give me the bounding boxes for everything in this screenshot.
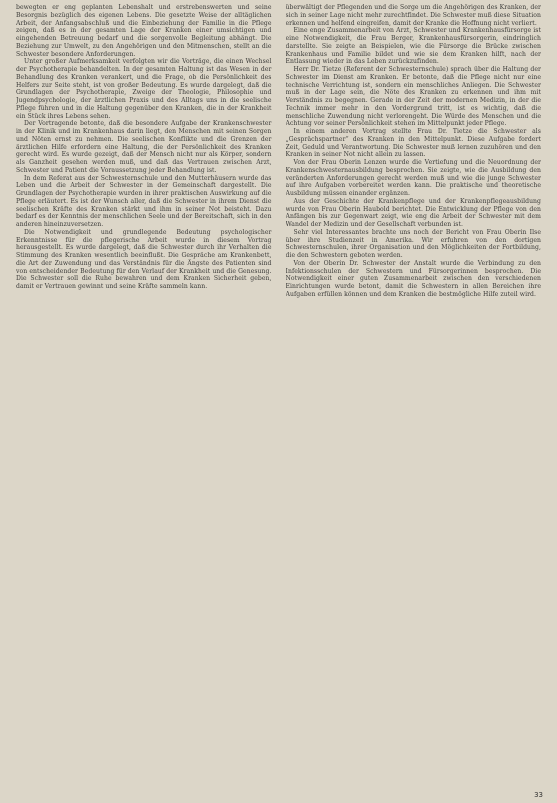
paragraph: Die Notwendigkeit und grundlegende Bedeutung psychologischer Erkenntnisse für die pflegerische Arbeit wurde in diesem Vortrag herausgestellt. Es wurde dargelegt, daß die Schwester durch ihr Verhalten die Stimmung des Kranken wesentlich beeinflußt. Die Gespräche am Krankenbett, die Art der Zuwendung und das Verständnis für die Ängste des Patienten sind von entscheidender Bedeutung für den Verlauf der Krankheit und die Genesung. Die Schwester soll die Ruhe bewahren und dem Kranken Sicherheit geben, damit er Vertrauen gewinnt und seine Kräfte sammeln kann. [16, 228, 272, 290]
two-column-text [16, 4, 541, 789]
paragraph: Von der Frau Oberin Lenzen wurde die Vertiefung und die Neuordnung der Krankenschwesternausbildung besprochen. Sie zeigte, wie die Ausbildung den veränderten Anforderungen gerecht werden muß und wie die junge Schwester auf ihre Aufgaben vorbereitet werden kann. Die praktische und theoretische Ausbildung müssen einander ergänzen. [285, 159, 541, 197]
paragraph: Herr Dr. Tietze (Referent der Schwesternschule) sprach über die Haltung der Schwester im Dienst am Kranken. Er betonte, daß die Pflege nicht nur eine technische Verrichtung ist, sondern ein menschliches Anliegen. Die Schwester muß in der Lage sein, die Nöte des Kranken zu erkennen und ihm mit Verständnis zu begegnen. Gerade in der Zeit der modernen Medizin, in der die Technik immer mehr in den Vordergrund tritt, ist es wichtig, daß die menschliche Zuwendung nicht verlorengeht. Die Würde des Menschen und die Achtung vor seiner Persönlichkeit stehen im Mittelpunkt jeder Pflege. [285, 66, 541, 128]
paragraph: Eine enge Zusammenarbeit von Arzt, Schwester und Krankenhausfürsorge ist eine Notwendigkeit, die Frau Berger, Krankenhausfürsorgerin, eindringlich darstellte. Sie zeigte an Beispielen, wie die Fürsorge die Brücke zwischen Krankenhaus und Familie bildet und wie sie dem Kranken hilft, nach der Entlassung wieder in das Leben zurückzufinden. [285, 27, 541, 66]
right-column [286, 4, 542, 789]
paragraph: bewegten er eng geplanten Lebenshalt und erstrebenswerten und seine Besorgnis bezüglich des eigenen Lebens. Die gesetzte Weise der alltäglichen Arbeit, der Anfangsabschluß und die Einbeziehung der Familie in die Pflege zeigen, daß es in der gesamten Lage der Kranken einer umsichtigen und eingehenden Betreuung bedarf und die sorgenvolle Begleitung abhängt. Die Beziehung zur Umwelt, zu den Angehörigen und den Mitmenschen, stellt an die Schwester besondere Anforderungen. [16, 4, 272, 58]
paragraph: Aus der Geschichte der Krankenpflege und der Krankenpflegeausbildung wurde von Frau Oberin Haubold berichtet. Die Entwicklung der Pflege von den Anfängen bis zur Gegenwart zeigt, wie eng die Arbeit der Schwester mit dem Wandel der Medizin und der Gesellschaft verbunden ist. [285, 197, 541, 228]
paragraph: überwältigt der Pflegenden und die Sorge um die Angehörigen des Kranken, der sich in seiner Lage nicht mehr zurechtfindet. Die Schwester muß diese Situation erkennen und helfend eingreifen, damit der Kranke die Hoffnung nicht verliert. [285, 4, 541, 27]
paragraph: Unter großer Aufmerksamkeit verfolgten wir die Vorträge, die einen Wechsel der Psychotherapie behandelten. In der gesamten Haltung ist das Wesen in der Behandlung des Kranken verankert, und die Frage, ob die Persönlichkeit des Helfers zur Seite steht, ist von großer Bedeutung. Es wurde dargelegt, daß die Grundlagen der Psychotherapie, Zweige der Theologie, Philosophie und Jugendpsychologie, der ärztlichen Praxis und des Alltags uns in die seelische Pflege führen und in die Haltung gegenüber den Kranken, die in der Krankheit ein Stück ihres Lebens sehen. [16, 58, 272, 120]
paragraph: Der Vortragende betonte, daß die besondere Aufgabe der Krankenschwester in der Klinik und im Krankenhaus darin liegt, den Menschen mit seinen Sorgen und Nöten ernst zu nehmen. Die seelischen Konflikte und die Grenzen der ärztlichen Hilfe erfordern eine Haltung, die der Persönlichkeit des Kranken gerecht wird. Es wurde gezeigt, daß der Mensch nicht nur als Körper, sondern als Ganzheit gesehen werden muß, und daß das Vertrauen zwischen Arzt, Schwester und Patient die Voraussetzung jeder Behandlung ist. [16, 120, 272, 174]
page-number: 33 [534, 791, 543, 799]
paragraph: In dem Referat aus der Schwesternschule und den Mutterhäusern wurde das Leben und die Arbeit der Schwester in der Gemeinschaft dargestellt. Die Grundlagen der Psychotherapie wurden in ihrer praktischen Auswirkung auf die Pflege erläutert. Es ist der Wunsch aller, daß die Schwester in ihrem Dienst die seelischen Kräfte des Kranken stärkt und ihm in seiner Not beisteht. Dazu bedarf es der Kenntnis der menschlichen Seele und der Bereitschaft, sich in den anderen hineinzuversetzen. [16, 174, 272, 228]
paragraph: Sehr viel Interessantes brachte uns noch der Bericht von Frau Oberin Ilse über ihre Studienzeit in Amerika. Wir erfuhren von den dortigen Schwesternschulen, ihrer Organisation und den Möglichkeiten der Fortbildung, die den Schwestern geboten werden. [285, 228, 541, 259]
paragraph: Von der Oberin Dr. Schwester der Anstalt wurde die Verbindung zu den Infektionsschulen der Schwestern und Fürsorgerinnen besprochen. Die Notwendigkeit einer guten Zusammenarbeit zwischen den verschiedenen Einrichtungen wurde betont, damit die Schwestern in allen Bereichen ihre Aufgaben erfüllen können und dem Kranken die bestmögliche Hilfe zuteil wird. [285, 259, 541, 298]
left-column [16, 4, 272, 789]
paragraph: In einem anderen Vortrag stellte Frau Dr. Tietze die Schwester als „Gesprächspartner“ des Kranken in den Mittelpunkt. Diese Aufgabe fordert Zeit, Geduld und Verantwortung. Die Schwester muß lernen zuzuhören und den Kranken in seiner Not nicht allein zu lassen. [285, 128, 541, 159]
